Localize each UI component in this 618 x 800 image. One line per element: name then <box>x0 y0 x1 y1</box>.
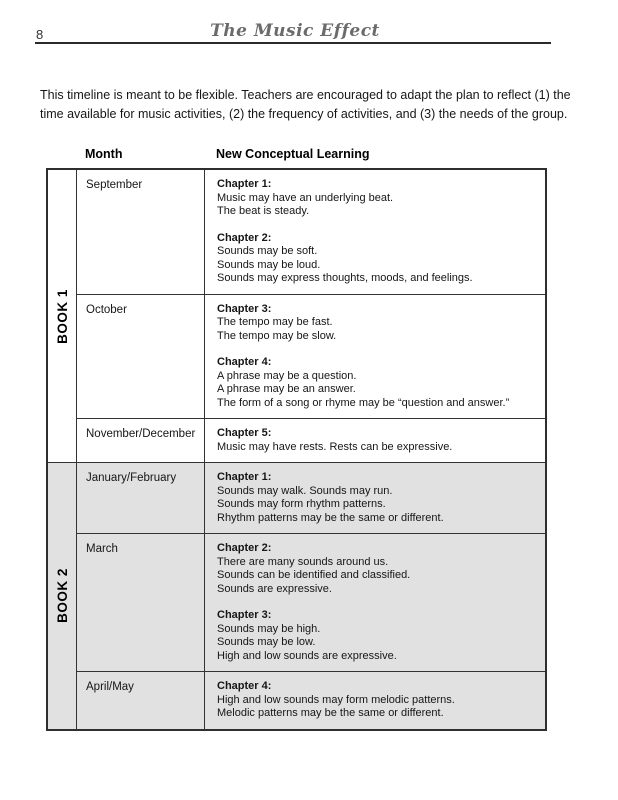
column-header-month: Month <box>85 147 123 161</box>
learning-cell <box>205 295 545 419</box>
table-row <box>77 463 545 533</box>
book-column-spacer <box>46 147 76 161</box>
chapter-heading: Chapter 4: <box>217 356 272 368</box>
chapter-heading: Chapter 2: <box>217 542 272 554</box>
book-label-cell <box>48 463 77 729</box>
table-row <box>77 671 545 729</box>
chapter-heading: Chapter 4: <box>217 680 272 692</box>
chapter-line: The beat is steady. <box>217 205 310 217</box>
table-row <box>77 418 545 462</box>
month-cell: November/December <box>77 419 205 462</box>
chapter-line: There are many sounds around us. <box>217 555 389 568</box>
chapter-group <box>217 232 537 286</box>
intro-paragraph: This timeline is meant to be flexible. Teachers are encouraged to adapt the plan to reflect (1) the time available for music activities, (2) the frequency of activities, and (3) the needs of the group. <box>40 88 571 121</box>
chapter-line: The form of a song or rhyme may be “question and answer.” <box>217 396 510 409</box>
chapter-heading: Chapter 5: <box>217 427 272 439</box>
chapter-group <box>217 356 537 410</box>
chapter-line: Sounds may express thoughts, moods, and feelings. <box>217 272 473 284</box>
chapter-group <box>217 427 537 454</box>
chapter-line: Rhythm patterns may be the same or different. <box>217 511 444 524</box>
chapter-line: A phrase may be a question. <box>217 369 357 382</box>
learning-cell <box>205 534 545 671</box>
chapter-line: Sounds are expressive. <box>217 582 332 595</box>
month-cell: March <box>77 534 205 671</box>
table-row <box>77 170 545 294</box>
chapter-line: The tempo may be slow. <box>217 329 337 342</box>
book-label: BOOK 2 <box>54 568 70 624</box>
month-cell: October <box>77 295 205 419</box>
chapter-line: The tempo may be fast. <box>217 316 333 328</box>
column-header-learning: New Conceptual Learning <box>216 147 370 161</box>
chapter-line: Sounds may be loud. <box>217 258 321 271</box>
learning-cell <box>205 463 545 533</box>
chapter-line: Sounds may be soft. <box>217 245 318 257</box>
chapter-heading: Chapter 1: <box>217 471 272 483</box>
chapter-group <box>217 609 537 663</box>
chapter-line: Sounds may form rhythm patterns. <box>217 498 386 510</box>
section-rows <box>77 170 545 462</box>
learning-cell <box>205 170 545 294</box>
chapter-line: Sounds may be low. <box>217 636 316 648</box>
page-number: 8 <box>36 27 44 42</box>
chapter-line: Sounds may walk. Sounds may run. <box>217 484 393 497</box>
header-rule <box>35 42 551 44</box>
chapter-heading: Chapter 2: <box>217 231 272 244</box>
chapter-group <box>217 303 537 344</box>
chapter-heading: Chapter 3: <box>217 302 272 315</box>
chapter-line: Music may have an underlying beat. <box>217 191 394 204</box>
timeline-table <box>46 168 547 731</box>
month-cell: April/May <box>77 672 205 729</box>
book-label: BOOK 1 <box>54 288 70 344</box>
chapter-group <box>217 471 537 525</box>
chapter-group <box>217 542 537 596</box>
section-rows <box>77 463 545 729</box>
chapter-heading: Chapter 3: <box>217 609 272 621</box>
chapter-line: Sounds can be identified and classified. <box>217 569 411 581</box>
chapter-line: Music may have rests. Rests can be expressive. <box>217 440 453 453</box>
chapter-group <box>217 680 537 721</box>
learning-cell <box>205 672 545 729</box>
table-row <box>77 294 545 419</box>
book-section <box>48 170 545 462</box>
running-header <box>35 20 555 42</box>
running-header-title: The Music Effect <box>210 21 380 41</box>
month-cell: January/February <box>77 463 205 533</box>
learning-cell <box>205 419 545 462</box>
chapter-heading: Chapter 1: <box>217 178 272 190</box>
chapter-line: A phrase may be an answer. <box>217 383 356 395</box>
book-section <box>48 462 545 729</box>
chapter-line: Melodic patterns may be the same or different. <box>217 707 444 719</box>
chapter-group <box>217 178 537 219</box>
table-row <box>77 533 545 671</box>
table-column-headers <box>46 147 547 161</box>
chapter-line: High and low sounds may form melodic patterns. <box>217 693 455 706</box>
month-cell: September <box>77 170 205 294</box>
chapter-line: High and low sounds are expressive. <box>217 649 397 662</box>
book-label-cell <box>48 170 77 462</box>
chapter-line: Sounds may be high. <box>217 622 321 635</box>
